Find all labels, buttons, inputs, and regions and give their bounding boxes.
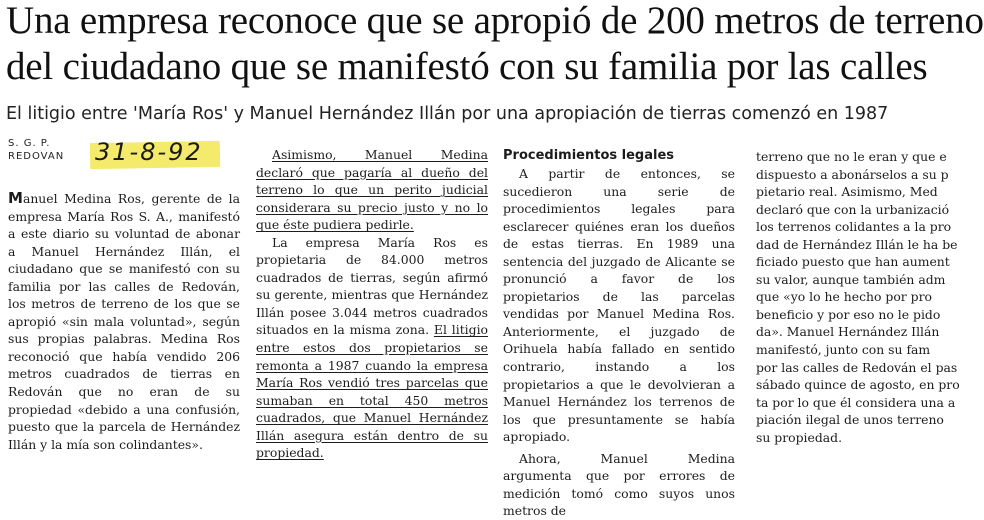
column-4-line: ta por lo que él considera una a xyxy=(756,394,956,410)
column-4-line: declaró que con la urbanizació xyxy=(756,201,950,217)
column-2-paragraph-2 xyxy=(256,234,488,462)
column-4-line: da». Manuel Hernández Illán xyxy=(756,324,940,340)
column-4-line: sábado quince de agosto, en pro xyxy=(756,377,960,393)
article-column-4 xyxy=(756,148,960,494)
article-column-2 xyxy=(256,146,488,494)
column-4-line: terreno que no le eran y que e xyxy=(756,149,947,164)
column-1-text: anuel Medina Ros, gerente de la empresa María Ros S. A., manifestó a este diario su voluntad de abonar a Manuel Hernández Illán, el ciudadano que se manifestó con su familia por las calles de Redován, los metros de terreno de los que se apropió «sin mala voluntad», según sus propias palabras. Medina Ros reconoció que había vendido 206 metros cuadrados de tierras en Redován que no eran de su propiedad «debido a una confusión, puesto que la parcela de Hernández Illán y la mía son colindantes». xyxy=(8,191,240,452)
column-2-paragraph-1: Asimismo, Manuel Medina declaró que pagaría al dueño del terreno lo que un perito judicial considerara su precio justo y no lo que éste pudiera pedirle. xyxy=(256,147,488,233)
headline-line-2: del ciudadano que se manifestó con su familia por las calles xyxy=(6,45,928,88)
column-3-paragraph-1: A partir de entonces, se sucedieron una serie de procedimientos legales para esclarecer quiénes eran los dueños de estas tierras. En 1989 una sentencia del juzgado de Alicante se pronunció a favor de los propietarios de las parcelas vendidas por Manuel Medina Ros. Anteriormente, el juzgado de Orihuela había fallado en sentido contrario, instando a los propietarios a que le devolvieran a Manuel Hernández los terrenos de los que presuntamente se había apropiado. xyxy=(503,166,735,445)
column-4-line: que «yo lo he hecho por pro xyxy=(756,289,932,305)
column-4-line: piación ilegal de unos terreno xyxy=(756,412,944,428)
section-heading: Procedimientos legales xyxy=(503,148,674,163)
headline xyxy=(6,0,984,90)
column-4-line: manifestó, junto con su fam xyxy=(756,342,931,358)
subheadline: El litigio entre 'María Ros' y Manuel Hernández Illán por una apropiación de tierras comenzó en 1987 xyxy=(6,104,889,124)
column-4-line: pietario real. Asimismo, Med xyxy=(756,184,938,200)
column-4-line: dad de Hernández Illán le ha be xyxy=(756,236,958,252)
byline-source: S. G. P. xyxy=(8,138,51,149)
article-column-1 xyxy=(8,190,240,494)
handwritten-date: 31-8-92 xyxy=(95,138,203,166)
column-4-line: dispuesto a abonárselos a su p xyxy=(756,166,949,182)
column-4-line: ficiado puesto que han aument xyxy=(756,254,950,270)
column-2-text-a: La empresa María Ros es propietaria de 84.000 metros cuadrados de tierras, según afirmó su gerente, mientras que Hernández Illán posee 3.044 metros cuadrados situados en la misma zona. xyxy=(256,234,488,338)
column-3-paragraph-2: Ahora, Manuel Medina argumenta que por errores de medición tomó como suyos unos metros de xyxy=(503,450,735,519)
column-4-line: su propiedad. xyxy=(756,429,843,445)
column-1-paragraph xyxy=(8,190,240,453)
byline-place: REDOVAN xyxy=(8,151,65,162)
article-column-3 xyxy=(503,146,735,519)
column-4-line: por las calles de Redován el pas xyxy=(756,359,958,375)
column-4-line: beneficio y por eso no le pido xyxy=(756,306,941,322)
drop-cap: M xyxy=(8,189,23,207)
headline-line-1: Una empresa reconoce que se apropió de 200 metros de terreno xyxy=(6,0,984,42)
column-4-line: su valor, aunque también adm xyxy=(756,271,946,287)
column-2-text-underlined: El litigio entre estos dos propietarios se remonta a 1987 cuando la empresa María Ros vendió tres parcelas que sumaban en total 450 metros cuadrados, que Manuel Hernández Illán asegura están dentro de su propiedad. xyxy=(256,322,488,461)
column-4-line: los terrenos colidantes a la pro xyxy=(756,219,952,235)
